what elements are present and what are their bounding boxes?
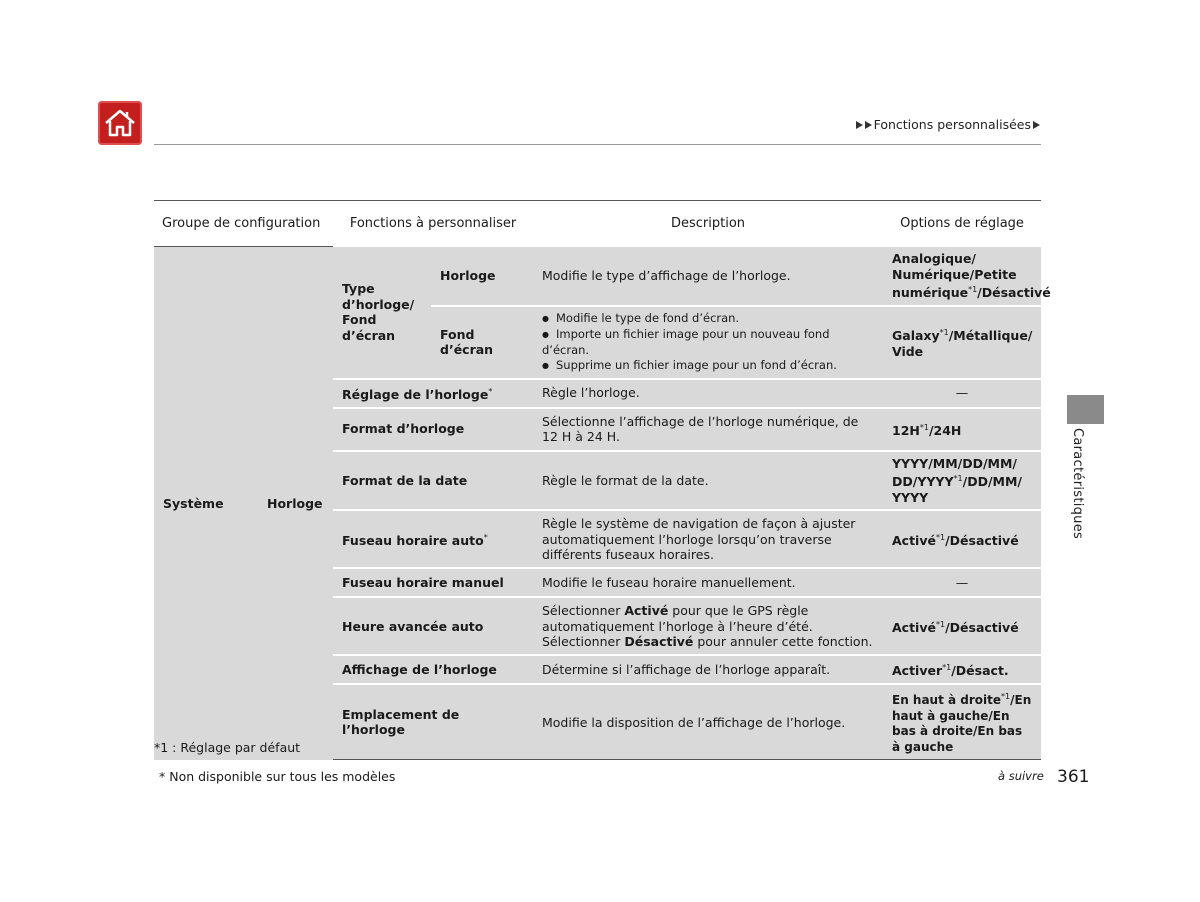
settings-table xyxy=(154,200,1051,760)
options-cell: YYYY/MM/DD/MM/ DD/YYYY$^{*1}$/DD/MM/ YYYY xyxy=(883,451,1041,511)
function-cell: Affichage de l’horloge xyxy=(333,655,533,684)
function-cell: Heure avancée auto xyxy=(333,597,533,655)
breadcrumb-label: Fonctions personnalisées xyxy=(873,117,1031,132)
header-description: Description xyxy=(533,201,883,247)
header-functions: Fonctions à personnaliser xyxy=(333,201,533,247)
function-cell: Fond d’écran xyxy=(431,306,533,379)
header-divider xyxy=(154,144,1041,145)
arrow-right-icon xyxy=(1033,121,1040,129)
function-cell: Emplacement de l’horloge xyxy=(333,684,533,760)
header-options: Options de réglage xyxy=(883,201,1041,247)
function-cell: Format d’horloge xyxy=(333,408,533,451)
options-cell: Activé$^{*1}$/Désactivé xyxy=(883,597,1041,655)
arrow-right-icon xyxy=(856,121,863,129)
options-cell: $12H^{*1}/24H$ xyxy=(883,408,1041,451)
function-cell: Horloge xyxy=(431,246,533,306)
options-cell: Activer$^{*1}$/Désact. xyxy=(883,655,1041,684)
options-cell: — xyxy=(883,379,1041,408)
section-tab-marker xyxy=(1067,395,1104,424)
description-cell: Sélectionner Activé pour que le GPS règle automatiquement l’horloge à l’heure d’été. Sélectionner Désactivé pour annuler cette fonction. xyxy=(533,597,883,655)
description-cell: Modifie le type d’affichage de l’horloge. xyxy=(533,246,883,306)
footnote-availability: * Non disponible sur tous les modèles xyxy=(159,769,396,784)
subgroup-cell: Horloge xyxy=(261,246,333,760)
description-cell: Détermine si l’affichage de l’horloge apparaît. xyxy=(533,655,883,684)
continue-label: à suivre xyxy=(998,769,1044,783)
function-cell: Réglage de l’horloge* xyxy=(333,379,533,408)
group-cell: Système xyxy=(154,246,261,760)
options-cell: En haut à droite$^{*1}$/En haut à gauche/En bas à droite/En bas à gauche xyxy=(883,684,1041,760)
description-cell: Sélectionne l’affichage de l’horloge numérique, de 12 H à 24 H. xyxy=(533,408,883,451)
page-number: 361 xyxy=(1057,767,1090,787)
options-cell: Activé$^{*1}$/Désactivé xyxy=(883,510,1041,568)
options-cell: Analogique/ Numérique/Petite numérique$^{*1}$/Désactivé xyxy=(883,246,1041,306)
description-cell: Règle l’horloge. xyxy=(533,379,883,408)
description-cell: Modifie le fuseau horaire manuellement. xyxy=(533,568,883,597)
footnote-default: *1 : Réglage par défaut xyxy=(154,740,301,755)
function-cell: Format de la date xyxy=(333,451,533,511)
options-cell: Galaxy$^{*1}$/Métallique/ Vide xyxy=(883,306,1041,379)
list-item: ● Importe un fichier image pour un nouveau fond d’écran. xyxy=(542,327,874,358)
list-item: ● Supprime un fichier image pour un fond d’écran. xyxy=(542,358,874,374)
table-row xyxy=(154,246,1041,306)
description-cell: Règle le système de navigation de façon à ajuster automatiquement l’horloge lorsqu’on traverse différents fuseaux horaires. xyxy=(533,510,883,568)
description-cell: Règle le format de la date. xyxy=(533,451,883,511)
function-cell: Fuseau horaire manuel xyxy=(333,568,533,597)
type-group-cell: Type d’horloge/ Fond d’écran xyxy=(333,246,431,379)
description-cell xyxy=(533,306,883,379)
breadcrumb[interactable] xyxy=(856,117,1040,132)
header-group: Groupe de configuration xyxy=(154,201,333,247)
options-cell: — xyxy=(883,568,1041,597)
description-cell: Modifie la disposition de l’affichage de l’horloge. xyxy=(533,684,883,760)
list-item: ● Modifie le type de fond d’écran. xyxy=(542,311,874,327)
section-tab-label[interactable]: Caractéristiques xyxy=(1070,428,1085,540)
function-cell: Fuseau horaire auto* xyxy=(333,510,533,568)
home-icon[interactable] xyxy=(98,101,142,145)
arrow-right-icon xyxy=(865,121,872,129)
